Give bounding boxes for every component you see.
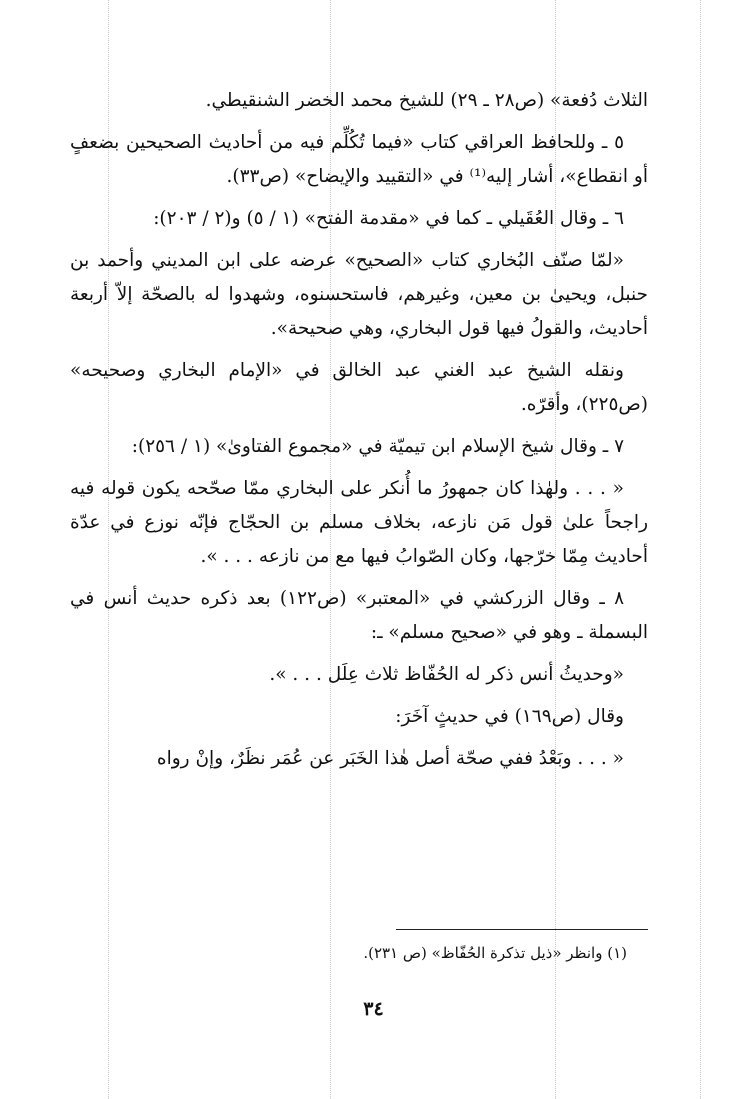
quote-anas-hadith: «وحديثُ أنس ذكر له الحُفّاظ ثلاث عِلَل . . . ».	[269, 664, 624, 685]
footnote-divider	[396, 929, 648, 930]
quote-umar-khabar: « . . . وبَعْدُ ففي صحّة أصل هٰذا الخَبَر عن عُمَر نظَرٌ، وإنْ رواه	[156, 748, 624, 769]
quote-ibn-taymiyya: « . . . ولهٰذا كان جمهورُ ما أُنكر على البخاري ممّا صحّحه يكون قوله فيه راجحاً علىٰ قول مَن نازعه، بخلاف مسلم بن الحجّاج فإنّه نوزع في عدّة أحاديث مِمّا خرّجها، وكان الصّوابُ فيها مع من نازعه . . . ».	[70, 478, 648, 567]
page-number: ٣٤	[363, 998, 384, 1020]
quote-uqayli: «لمّا صنّف البُخاري كتاب «الصحيح» عرضه على ابن المديني وأحمد بن حنبل، ويحيىٰ بن معين، وغيرهم، فاستحسنوه، وشهدوا له بالصحّة إلاّ أربعة أحاديث، والقولُ فيها قول البخاري، وهي صحيحة».	[70, 250, 648, 339]
paragraph-item-8: ٨ ـ وقال الزركشي في «المعتبر» (ص١٢٢) بعد ذكره حديث أنس في البسملة ـ وهو في «صحيح مسلم» ـ:	[70, 588, 648, 643]
paragraph-item-7: ٧ ـ وقال شيخ الإسلام ابن تيميّة في «مجموع الفتاوىٰ» (١ / ٢٥٦):	[131, 436, 624, 457]
paragraph-item-5: ٥ ـ وللحافظ العراقي كتاب «فيما تُكُلِّم فيه من أحاديث الصحيحين بضعفٍ أو انقطاع»، أشار إليه⁽¹⁾ في «التقييد والإيضاح» (ص٣٣).	[70, 132, 648, 187]
page-body	[70, 84, 648, 784]
paragraph-continuation: الثلاث دُفعة» (ص٢٨ ـ ٢٩) للشيخ محمد الخضر الشنقيطي.	[205, 90, 648, 111]
paragraph-qala-169: وقال (ص١٦٩) في حديثٍ آخَرَ:	[395, 706, 624, 727]
footnote: (١) وانظر «ذيل تذكرة الحُفّاظ» (ص ٢٣١).	[363, 944, 627, 962]
scan-artifact-line	[700, 0, 701, 1099]
paragraph-item-6: ٦ ـ وقال العُقَيلي ـ كما في «مقدمة الفتح» (١ / ٥) و(٢ / ٢٠٣):	[153, 208, 624, 229]
paragraph-naqalahu: ونقله الشيخ عبد الغني عبد الخالق في «الإمام البخاري وصحيحه» (ص٢٢٥)، وأقرّه.	[70, 360, 648, 415]
